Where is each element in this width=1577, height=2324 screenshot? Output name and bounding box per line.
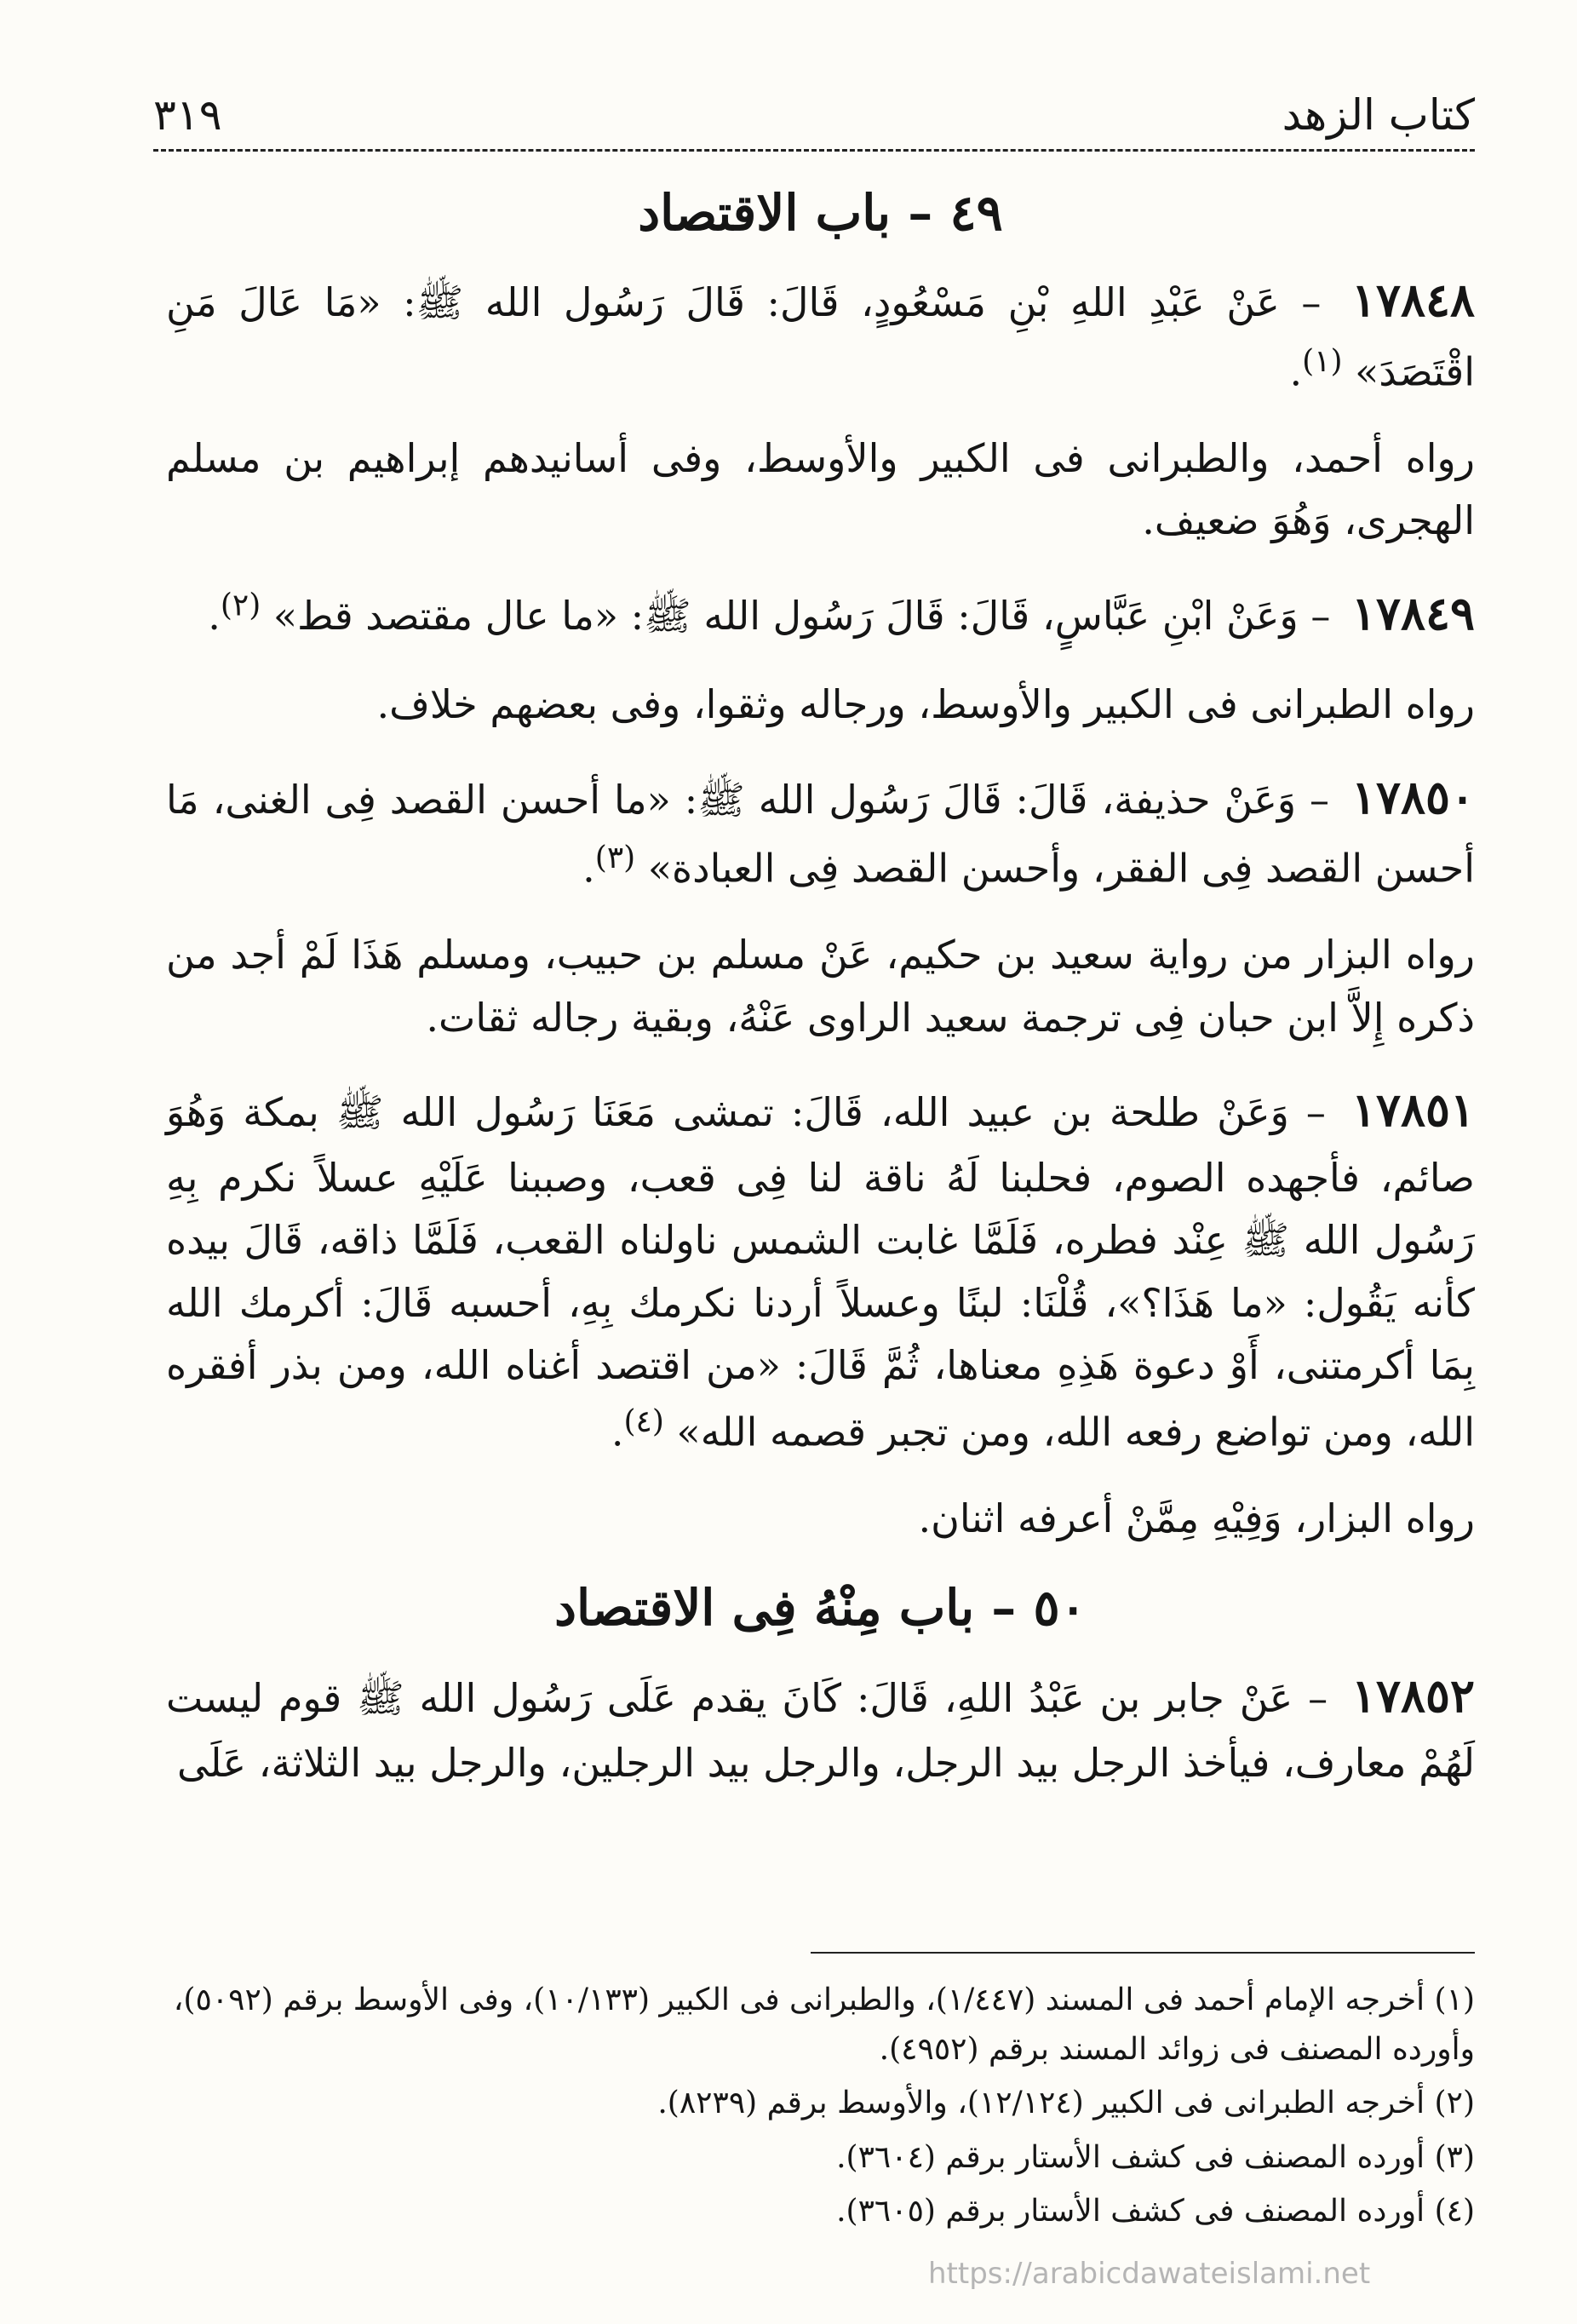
main-text bbox=[166, 179, 1475, 1819]
narration-17848: رواه أحمد، والطبرانى فى الكبير والأوسط، وفى أسانيدهم إبراهيم بن مسلم الهجرى، وَهُوَ ضعيف. bbox=[166, 434, 1475, 544]
hadith-17848: ١٧٨٤٨ – عَنْ عَبْدِ اللهِ بْنِ مَسْعُودٍ، قَالَ: قَالَ رَسُول الله ﷺ: «مَا عَالَ مَنِ اقْتَصَدَ» $^{(١)}$. bbox=[166, 273, 1475, 394]
footnote-4: (٤) أورده المصنف فى كشف الأستار برقم (٣٦٠٥). bbox=[836, 2194, 1475, 2229]
hadith-number: ١٧٨٤٨ bbox=[1350, 273, 1475, 328]
footnote-ref: (٢) bbox=[220, 588, 261, 623]
hadith-number: ١٧٨٥١ bbox=[1350, 1082, 1475, 1138]
section-50-title: ٥٠ – باب مِنْهُ فِى الاقتصاد bbox=[554, 1579, 1087, 1638]
footnote-3: (٣) أورده المصنف فى كشف الأستار برقم (٣٦٠٤). bbox=[836, 2139, 1475, 2175]
hadith-number: ١٧٨٤٩ bbox=[1350, 585, 1475, 640]
section-49-title: ٤٩ – باب الاقتصاد bbox=[638, 184, 1003, 242]
footnote-2: (٢) أخرجه الطبرانى فى الكبير (١٢/١٢٤)، والأوسط برقم (٨٢٣٩). bbox=[657, 2086, 1475, 2121]
hadith-text: – عَنْ جابر بن عَبْدُ اللهِ، قَالَ: كَانَ يقدم عَلَى رَسُول الله ﷺ قوم ليست لَهُمْ معارف، فيأخذ الرجل بيد الرجل، والرجل بيد الرجلين، والرجل بيد الثلاثة، عَلَى bbox=[166, 1674, 1475, 1787]
hadith-text: – وَعَنْ ابْنِ عَبَّاسٍ، قَالَ: قَالَ رَسُول الله ﷺ: «ما عال مقتصد قط» bbox=[272, 592, 1331, 639]
hadith-text: – عَنْ عَبْدِ اللهِ بْنِ مَسْعُودٍ، قَالَ: قَالَ رَسُول الله ﷺ: «مَا عَالَ مَنِ اقْتَصَدَ» bbox=[166, 279, 1475, 394]
watermark-url: https://arabicdawateislami.net bbox=[928, 2257, 1371, 2291]
narration-17851: رواه البزار، وَفِيْهِ مِمَّنْ أعرفه اثنان. bbox=[918, 1495, 1475, 1541]
footnote-separator bbox=[811, 1952, 1475, 1954]
hadith-17849: ١٧٨٤٩ – وَعَنْ ابْنِ عَبَّاسٍ، قَالَ: قَالَ رَسُول الله ﷺ: «ما عال مقتصد قط» $^{(٢)}$. bbox=[208, 585, 1475, 640]
footnote-ref: (١) bbox=[1302, 343, 1343, 379]
hadith-17851: ١٧٨٥١ – وَعَنْ طلحة بن عبيد الله، قَالَ: تمشى مَعَنَا رَسُول الله ﷺ بمكة وَهُوَ صائم، فأجهده الصوم، فحلبنا لَهُ ناقة لنا فِى قعب، وصببنا عَلَيْهِ عسلاً نكرم بِهِ رَسُول الله ﷺ عِنْد فطره، فَلَمَّا غابت الشمس ناولناه القعب، فَلَمَّا ذاقه، قَالَ بيده كأنه يَقُول: «ما هَذَا؟»، قُلْنَا: لبنًا وعسلاً أردنا نكرمك بِهِ، أحسبه قَالَ: أكرمك الله بِمَا أكرمتنى، أَوْ دعوة هَذِهِ معناها، ثُمَّ قَالَ: «من اقتصد أغناه الله، ومن بذر أفقره الله، ومن تواضع رفعه الله، ومن تجبر قصمه الله» $^{(٤)}$. bbox=[166, 1082, 1475, 1455]
footnote-ref: (٣) bbox=[594, 841, 636, 876]
footnote-1: (١) أخرجه الإمام أحمد فى المسند (١/٤٤٧)، والطبرانى فى الكبير (١٠/١٣٣)، وفى الأوسط برقم (٥٠٩٢)، وأورده المصنف فى زوائد المسند برقم (٤٩٥٢). bbox=[173, 1983, 1475, 2067]
hadith-17852 bbox=[166, 1659, 1475, 1795]
running-header bbox=[153, 81, 1475, 152]
narration-17849: رواه الطبرانى فى الكبير والأوسط، ورجاله وثقوا، وفى بعضهم خلاف. bbox=[376, 681, 1475, 728]
hadith-number: ١٧٨٥٢ bbox=[1350, 1667, 1475, 1723]
page-number: ٣١٩ bbox=[153, 90, 222, 140]
footnotes bbox=[166, 1976, 1475, 2241]
hadith-text: – وَعَنْ طلحة بن عبيد الله، قَالَ: تمشى مَعَنَا رَسُول الله ﷺ بمكة وَهُوَ صائم، فأجهده الصوم، فحلبنا لَهُ ناقة لنا فِى قعب، وصببنا عَلَيْهِ عسلاً نكرم بِهِ رَسُول الله ﷺ عِنْد فطره، فَلَمَّا غابت الشمس ناولناه القعب، فَلَمَّا ذاقه، قَالَ بيده كأنه يَقُول: «ما هَذَا؟»، قُلْنَا: لبنًا وعسلاً أردنا نكرمك بِهِ، أحسبه قَالَ: أكرمك الله بِمَا أكرمتنى، أَوْ دعوة هَذِهِ معناها، ثُمَّ قَالَ: «من اقتصد أغناه الله، ومن بذر أفقره الله، ومن تواضع رفعه الله، ومن تجبر قصمه الله» bbox=[166, 1089, 1475, 1455]
footnote-ref: (٤) bbox=[623, 1403, 664, 1439]
hadith-number: ١٧٨٥٠ bbox=[1350, 769, 1475, 824]
hadith-17850: ١٧٨٥٠ – وَعَنْ حذيفة، قَالَ: قَالَ رَسُول الله ﷺ: «ما أحسن القصد فِى الغنى، مَا أحسن القصد فِى الفقر، وأحسن القصد فِى العبادة» $^{(٣)}$. bbox=[166, 769, 1475, 892]
narration-17850: رواه البزار من رواية سعيد بن حكيم، عَنْ مسلم بن حبيب، ومسلم هَذَا لَمْ أجد من ذكره إِلاَّ ابن حبان فِى ترجمة سعيد الراوى عَنْهُ، وبقية رجاله ثقات. bbox=[166, 931, 1475, 1041]
hadith-text: – وَعَنْ حذيفة، قَالَ: قَالَ رَسُول الله ﷺ: «ما أحسن القصد فِى الغنى، مَا أحسن القصد فِى الفقر، وأحسن القصد فِى العبادة» bbox=[166, 776, 1475, 892]
header-title: كتاب الزهد bbox=[1282, 90, 1475, 140]
